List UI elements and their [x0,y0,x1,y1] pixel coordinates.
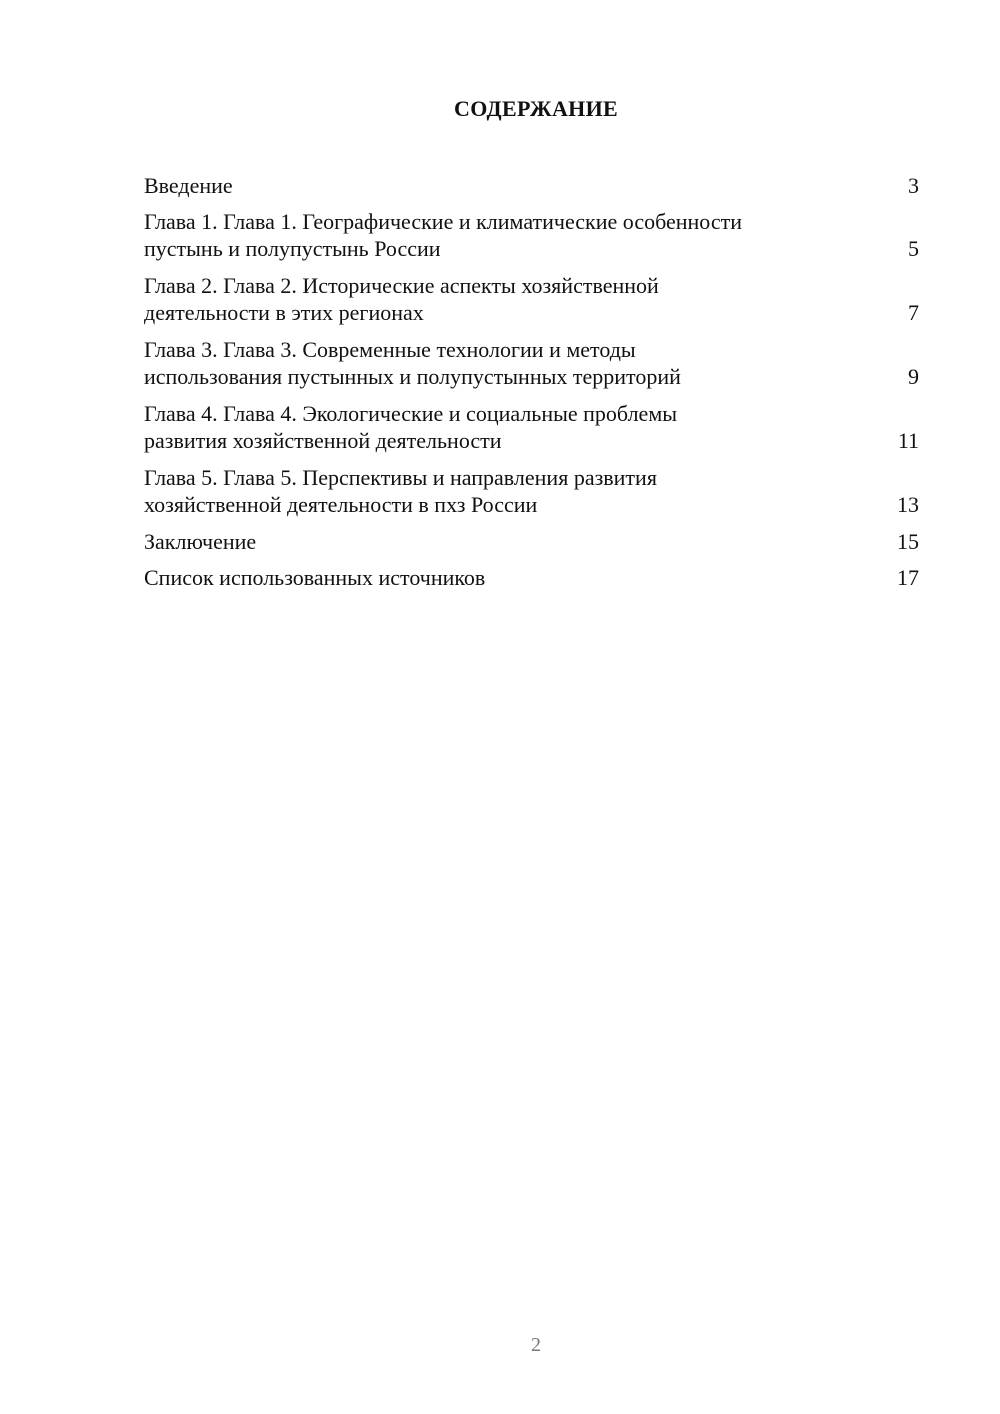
toc-entry-conclusion[interactable] [144,528,919,555]
toc-entry-chapter-3[interactable] [144,336,919,390]
toc-entry-chapter-5[interactable] [144,464,919,518]
toc-entry-page: 9 [908,364,919,389]
toc-entry-chapter-1[interactable] [144,208,919,262]
page-title: СОДЕРЖАНИЕ [454,96,618,121]
toc-entry-page: 17 [897,565,919,590]
toc-entry-chapter-4[interactable] [144,400,919,454]
table-of-contents [144,172,919,600]
toc-entry-text: Глава 2. Глава 2. Исторические аспекты хозяйственной деятельности в этих регионах [144,273,659,325]
toc-entry-text: Глава 1. Глава 1. Географические и климатические особенности пустынь и полупустынь России [144,209,742,261]
page-number: 2 [531,1334,541,1356]
toc-entry-references[interactable] [144,564,919,591]
toc-entry-page: 3 [908,173,919,198]
toc-entry-text: Список использованных источников [144,565,486,590]
toc-entry-text: Введение [144,173,233,198]
toc-entry-introduction[interactable] [144,172,919,199]
toc-entry-page: 13 [897,492,919,517]
toc-entry-page: 11 [897,428,919,453]
toc-entry-page: 15 [897,529,919,554]
toc-entry-text: Глава 4. Глава 4. Экологические и социальные проблемы развития хозяйственной деятельности [144,401,678,453]
toc-entry-chapter-2[interactable] [144,272,919,326]
toc-entry-page: 7 [908,300,919,325]
toc-entry-text: Заключение [144,529,257,554]
toc-entry-text: Глава 5. Глава 5. Перспективы и направления развития хозяйственной деятельности в пхз России [144,465,657,517]
toc-entry-text: Глава 3. Глава 3. Современные технологии и методы использования пустынных и полупустынных территорий [144,337,681,389]
toc-entry-page: 5 [908,236,919,261]
